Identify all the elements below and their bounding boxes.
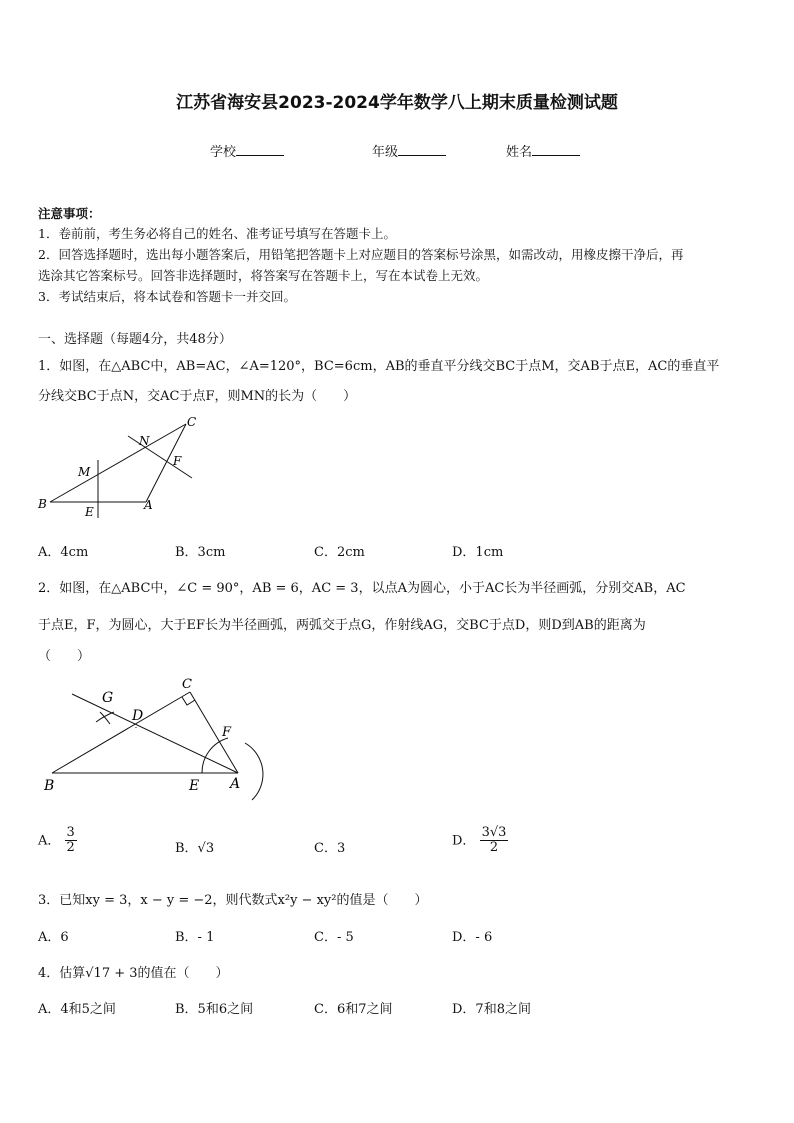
q2-stem-line2: 于点E，F，为圆心，大于EF长为半径画弧，两弧交于点G，作射线AG，交BC于点D，则D到AB的距离为	[38, 618, 646, 633]
q1-option-b[interactable]: B．3cm	[175, 545, 226, 560]
school-label: 学校	[210, 145, 237, 160]
page-title: 江苏省海安县2023-2024学年数学八上期末质量检测试题	[176, 93, 618, 113]
right-angle-mark	[182, 697, 195, 705]
label-c: C	[182, 677, 192, 692]
name-label: 姓名	[506, 145, 533, 160]
note-item: 选涂其它答案标号。回答非选择题时，将答案写在答题卡上，写在本试卷上无效。	[38, 268, 489, 283]
school-field	[210, 141, 284, 160]
q3-stem: 3．已知xy = 3，x − y = −2，则代数式x²y − xy²的值是（ ）	[38, 893, 428, 908]
q4-option-a[interactable]: A．4和5之间	[38, 1002, 116, 1017]
section-heading: 一、选择题（每题4分，共48分）	[38, 332, 232, 347]
name-blank	[532, 143, 580, 156]
fraction	[65, 826, 77, 856]
q4-option-b[interactable]: B．5和6之间	[175, 1002, 254, 1017]
q1-stem-line1: 1．如图，在△ABC中，AB=AC，∠A=120°，BC=6cm，AB的垂直平分线交BC于点M，交AB于点E，AC的垂直平	[38, 359, 720, 374]
q2-stem-line3: （ ）	[38, 649, 91, 664]
segment-bc	[52, 692, 190, 773]
school-blank	[236, 143, 284, 156]
name-field	[506, 141, 580, 160]
fraction	[480, 826, 509, 856]
note-item: 3．考试结束后，将本试卷和答题卡一并交回。	[38, 289, 296, 304]
arc-ef	[202, 738, 228, 773]
q1-stem-line2: 分线交BC于点N，交AC于点F，则MN的长为（ ）	[38, 389, 357, 404]
q3-option-b[interactable]: B．- 1	[175, 930, 215, 945]
q2-option-d[interactable]	[452, 826, 508, 856]
note-item: 2．回答选择题时，选出每小题答案后，用铅笔把答题卡上对应题目的答案标号涂黑，如需改动，用橡皮擦干净后，再	[38, 247, 684, 262]
label-f: F	[173, 454, 182, 468]
grade-label: 年级	[372, 145, 399, 160]
q4-option-d[interactable]: D．7和8之间	[452, 1002, 531, 1017]
q2-option-b[interactable]: B．√3	[175, 841, 215, 856]
label-b: B	[44, 778, 55, 794]
arc-a-outer	[245, 743, 263, 800]
q3-option-d[interactable]: D．- 6	[452, 930, 493, 945]
numerator: 3	[66, 825, 75, 840]
label-c: C	[187, 415, 197, 429]
denominator: 2	[489, 840, 499, 856]
label-a: A	[230, 776, 241, 792]
label-b: B	[38, 497, 47, 511]
q4-option-c[interactable]: C．6和7之间	[314, 1002, 393, 1017]
ray-ag	[72, 694, 238, 773]
q2-stem-line1: 2．如图，在△ABC中，∠C = 90°，AB = 6，AC = 3，以点A为圆心，小于AC长为半径画弧，分别交AB，AC	[38, 581, 686, 596]
label-m: M	[78, 465, 91, 479]
q4-stem: 4．估算√17 + 3的值在（ ）	[38, 966, 229, 981]
denominator: 2	[66, 840, 75, 856]
q1-figure	[30, 410, 220, 525]
q1-option-c[interactable]: C．2cm	[314, 545, 365, 560]
note-item: 1．卷前前，考生务必将自己的姓名、准考证号填写在答题卡上。	[38, 226, 396, 241]
grade-blank	[398, 143, 446, 156]
numerator: 3√3	[481, 825, 507, 840]
perp-bisector-ac	[128, 436, 192, 478]
q1-option-d[interactable]: D．1cm	[452, 545, 504, 560]
label-e: E	[189, 778, 200, 794]
q3-option-a[interactable]: A．6	[38, 930, 69, 945]
label-n: N	[139, 434, 150, 448]
q2-option-a-prefix: A．	[38, 833, 61, 849]
q3-option-c[interactable]: C．- 5	[314, 930, 354, 945]
label-e: E	[85, 505, 94, 519]
q2-figure	[30, 672, 270, 802]
label-f: F	[222, 725, 232, 740]
notes-heading: 注意事项：	[38, 206, 101, 221]
label-g: G	[102, 690, 114, 706]
q2-option-a[interactable]	[38, 826, 77, 856]
label-a: A	[144, 498, 153, 512]
q2-option-c[interactable]: C．3	[314, 841, 346, 856]
q2-option-d-prefix: D．	[452, 833, 476, 849]
label-d: D	[132, 708, 144, 724]
grade-field	[372, 141, 446, 160]
q1-option-a[interactable]: A．4cm	[38, 545, 89, 560]
